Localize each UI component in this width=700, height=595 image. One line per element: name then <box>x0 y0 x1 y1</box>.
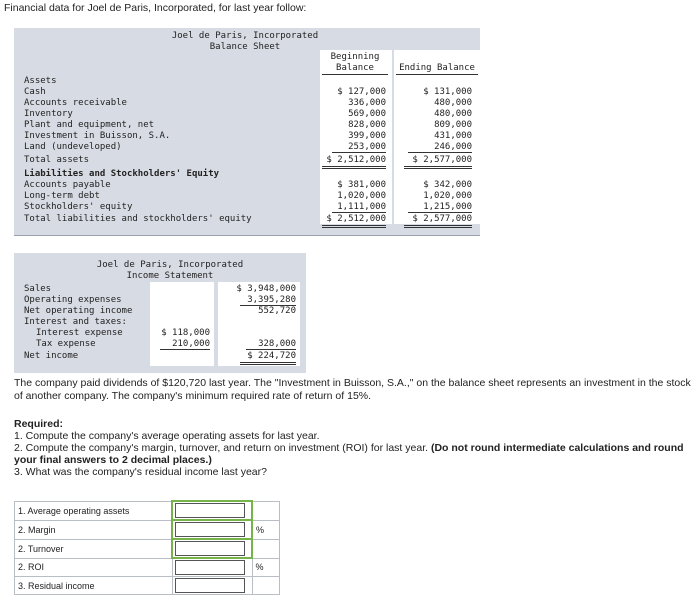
answer-input[interactable] <box>175 578 245 593</box>
bs-asset-row-2-end: 480,000 <box>434 109 472 119</box>
required-q3: 3. What was the company's residual income last year? <box>14 466 267 478</box>
bs-liab-row-0-begin: $ 381,000 <box>337 180 386 190</box>
answer-label: 2. ROI <box>15 558 173 577</box>
answer-input-cell <box>172 558 252 577</box>
bs-asset-row-1-end: 480,000 <box>434 98 472 108</box>
is-noi: 552,720 <box>258 306 296 316</box>
is-ni: $ 224,720 <box>247 351 296 361</box>
bs-asset-row-5-begin: 253,000 <box>348 142 386 152</box>
bs-liab-row-0-label: Accounts payable <box>24 180 111 190</box>
answer-input-cell <box>172 539 252 558</box>
bs-asset-row-2-begin: 569,000 <box>348 109 386 119</box>
answer-input[interactable] <box>175 503 245 518</box>
is-tax-rule <box>160 349 210 350</box>
bs-total-liab-begin: $ 2,512,000 <box>326 214 386 224</box>
is-col-1-bg <box>150 282 214 366</box>
answer-label: 3. Residual income <box>15 577 173 595</box>
bs-title-1: Joel de Paris, Incorporated <box>171 31 319 41</box>
bs-asset-row-0-end: $ 131,000 <box>423 87 472 97</box>
bs-asset-row-1-begin: 336,000 <box>348 98 386 108</box>
bs-total-liab-end-rule <box>404 225 472 228</box>
bs-liab-row-2-begin: 1,111,000 <box>337 202 386 212</box>
bs-asset-row-0-label: Cash <box>24 87 46 97</box>
bs-col-begin-header: Beginning Balance <box>322 52 388 75</box>
bs-liab-row-2-label: Stockholders' equity <box>24 202 133 212</box>
bs-asset-row-0-begin: $ 127,000 <box>337 87 386 97</box>
bs-asset-row-2-label: Inventory <box>24 109 73 119</box>
is-ni-rule <box>240 362 296 365</box>
is-sales: $ 3,948,000 <box>236 284 296 294</box>
bs-asset-row-5-end: 246,000 <box>434 142 472 152</box>
bs-liab-row-2-end: 1,215,000 <box>423 202 472 212</box>
is-tax: 210,000 <box>172 339 210 349</box>
bs-total-assets-end-rule <box>404 166 472 169</box>
is-title-1: Joel de Paris, Incorporated <box>96 260 244 270</box>
bs-total-assets-end: $ 2,577,000 <box>412 155 472 165</box>
is-int-label: Interest expense <box>36 328 123 338</box>
bs-total-assets-begin-rule <box>322 166 386 169</box>
answer-input-cell <box>172 501 252 520</box>
bs-liab-heading-label: Liabilities and Stockholders' Equity <box>24 169 220 179</box>
is-opex: 3,395,280 <box>247 295 296 305</box>
bs-total-liab-end: $ 2,577,000 <box>412 214 472 224</box>
problem-paragraph: The company paid dividends of $120,720 last year. The "Investment in Buisson, S.A.," on the balance sheet represents an investment in the stock of another company. The company's minimum required rate of return of 15%. <box>14 377 691 402</box>
is-sales-label: Sales <box>24 284 52 294</box>
bs-liab-row-0-end: $ 342,000 <box>423 180 472 190</box>
is-tax-label: Tax expense <box>36 339 96 349</box>
answer-row <box>15 520 280 539</box>
required-q1: 1. Compute the company's average operating assets for last year. <box>14 430 320 442</box>
bs-total-assets-label: Total assets <box>24 155 90 165</box>
bs-title-2: Balance Sheet <box>209 42 281 52</box>
bs-asset-row-5-label: Land (undeveloped) <box>24 142 122 152</box>
required-q2-text: 2. Compute the company's margin, turnover, and return on investment (ROI) for last year. <box>14 442 429 454</box>
answer-unit <box>252 577 280 595</box>
bs-asset-row-4-label: Investment in Buisson, S.A. <box>24 131 171 141</box>
bs-total-liab-label: Total liabilities and stockholders' equity <box>24 214 252 224</box>
bs-liab-row-1-end: 1,020,000 <box>423 191 472 201</box>
required-q2 <box>14 442 700 466</box>
bs-assets-begin-rule <box>332 152 386 153</box>
answer-input[interactable] <box>175 522 245 537</box>
answer-input-cell <box>172 577 252 595</box>
intro-text: Financial data for Joel de Paris, Incorporated, for last year follow: <box>4 2 307 14</box>
is-opex-label: Operating expenses <box>24 295 122 305</box>
bs-asset-row-4-end: 431,000 <box>434 131 472 141</box>
answer-row <box>15 558 280 577</box>
answer-table <box>14 500 280 595</box>
answer-label: 2. Margin <box>15 520 173 539</box>
answer-label: 2. Turnover <box>15 539 173 558</box>
bs-assets-end-rule <box>408 152 472 153</box>
answer-unit <box>252 501 280 520</box>
required-section <box>14 418 700 478</box>
bs-total-liab-begin-rule <box>322 225 386 228</box>
is-noi-label: Net operating income <box>24 306 133 316</box>
is-int-tax-rule <box>246 349 296 350</box>
bs-asset-row-1-label: Accounts receivable <box>24 98 127 108</box>
bs-liab-row-1-begin: 1,020,000 <box>337 191 386 201</box>
answer-input-cell <box>172 520 252 539</box>
is-ni-label: Net income <box>24 351 79 361</box>
answer-input[interactable] <box>175 541 245 556</box>
bs-asset-row-3-end: 809,000 <box>434 120 472 130</box>
bs-total-assets-begin: $ 2,512,000 <box>326 155 386 165</box>
bs-asset-row-3-begin: 828,000 <box>348 120 386 130</box>
is-int: $ 118,000 <box>161 328 210 338</box>
answer-unit: % <box>252 520 280 539</box>
answer-input[interactable] <box>175 560 245 575</box>
bs-liab-row-1-label: Long-term debt <box>24 191 100 201</box>
answer-row <box>15 539 280 558</box>
required-title: Required: <box>14 418 64 430</box>
bs-liab-end-rule <box>408 212 472 213</box>
bs-asset-row-3-label: Plant and equipment, net <box>24 120 155 130</box>
is-int-tax-total: 328,000 <box>258 339 296 349</box>
bs-asset-row-4-begin: 399,000 <box>348 131 386 141</box>
bs-liab-begin-rule <box>332 212 386 213</box>
is-int-tax-label: Interest and taxes: <box>24 317 127 327</box>
answer-row <box>15 577 280 595</box>
bs-assets-heading: Assets <box>24 76 57 86</box>
required-q2-note: (Do not round intermediate calculations and round your final answers to 2 decimal places.) <box>14 442 684 466</box>
bs-col-end-header: Ending Balance <box>396 63 478 75</box>
answer-row <box>15 501 280 520</box>
answer-unit: % <box>252 558 280 577</box>
is-title-2: Income Statement <box>126 271 214 281</box>
answer-unit <box>252 539 280 558</box>
answer-label: 1. Average operating assets <box>15 501 173 520</box>
